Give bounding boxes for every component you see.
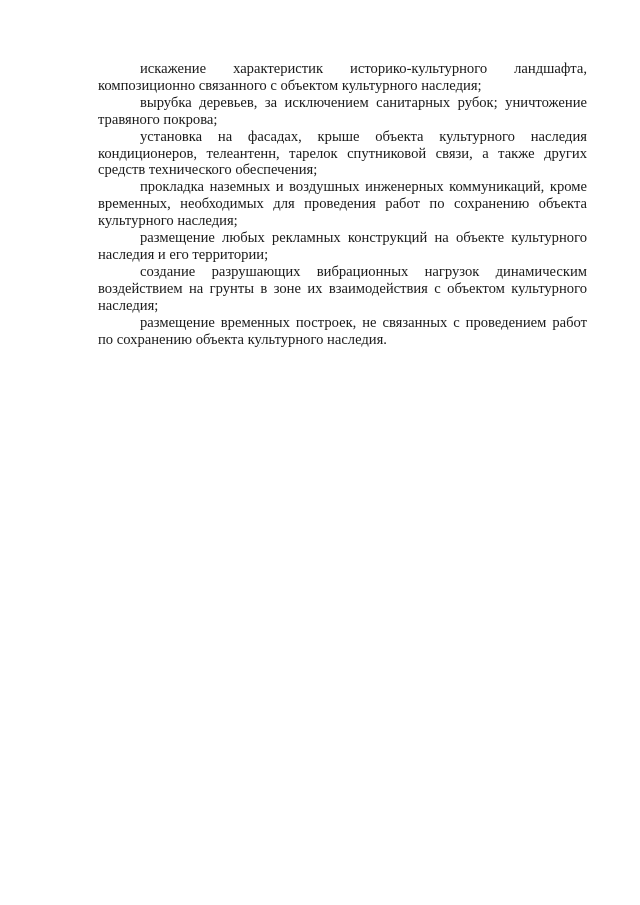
paragraph-landscape-distortion: искажение характеристик историко-культурного ландшафта, композиционно связанного с объектом культурного наследия; xyxy=(98,61,587,94)
document-body xyxy=(98,61,587,348)
paragraph-utility-lines: прокладка наземных и воздушных инженерных коммуникаций, кроме временных, необходимых для проведения работ по сохранению объекта культурного наследия; xyxy=(98,179,587,230)
paragraph-temporary-buildings: размещение временных построек, не связанных с проведением работ по сохранению объекта культурного наследия. xyxy=(98,314,587,348)
paragraph-advertising: размещение любых рекламных конструкций на объекте культурного наследия и его территории; xyxy=(98,230,587,263)
paragraph-vibration-loads: создание разрушающих вибрационных нагрузок динамическим воздействием на грунты в зоне их взаимодействия с объектом культурного наследия; xyxy=(98,263,587,314)
paragraph-tree-felling: вырубка деревьев, за исключением санитарных рубок; уничтожение травяного покрова; xyxy=(98,94,587,128)
paragraph-equipment-installation: установка на фасадах, крыше объекта культурного наследия кондиционеров, телеантенн, тарелок спутниковой связи, а также других средств технического обеспечения; xyxy=(98,128,587,179)
